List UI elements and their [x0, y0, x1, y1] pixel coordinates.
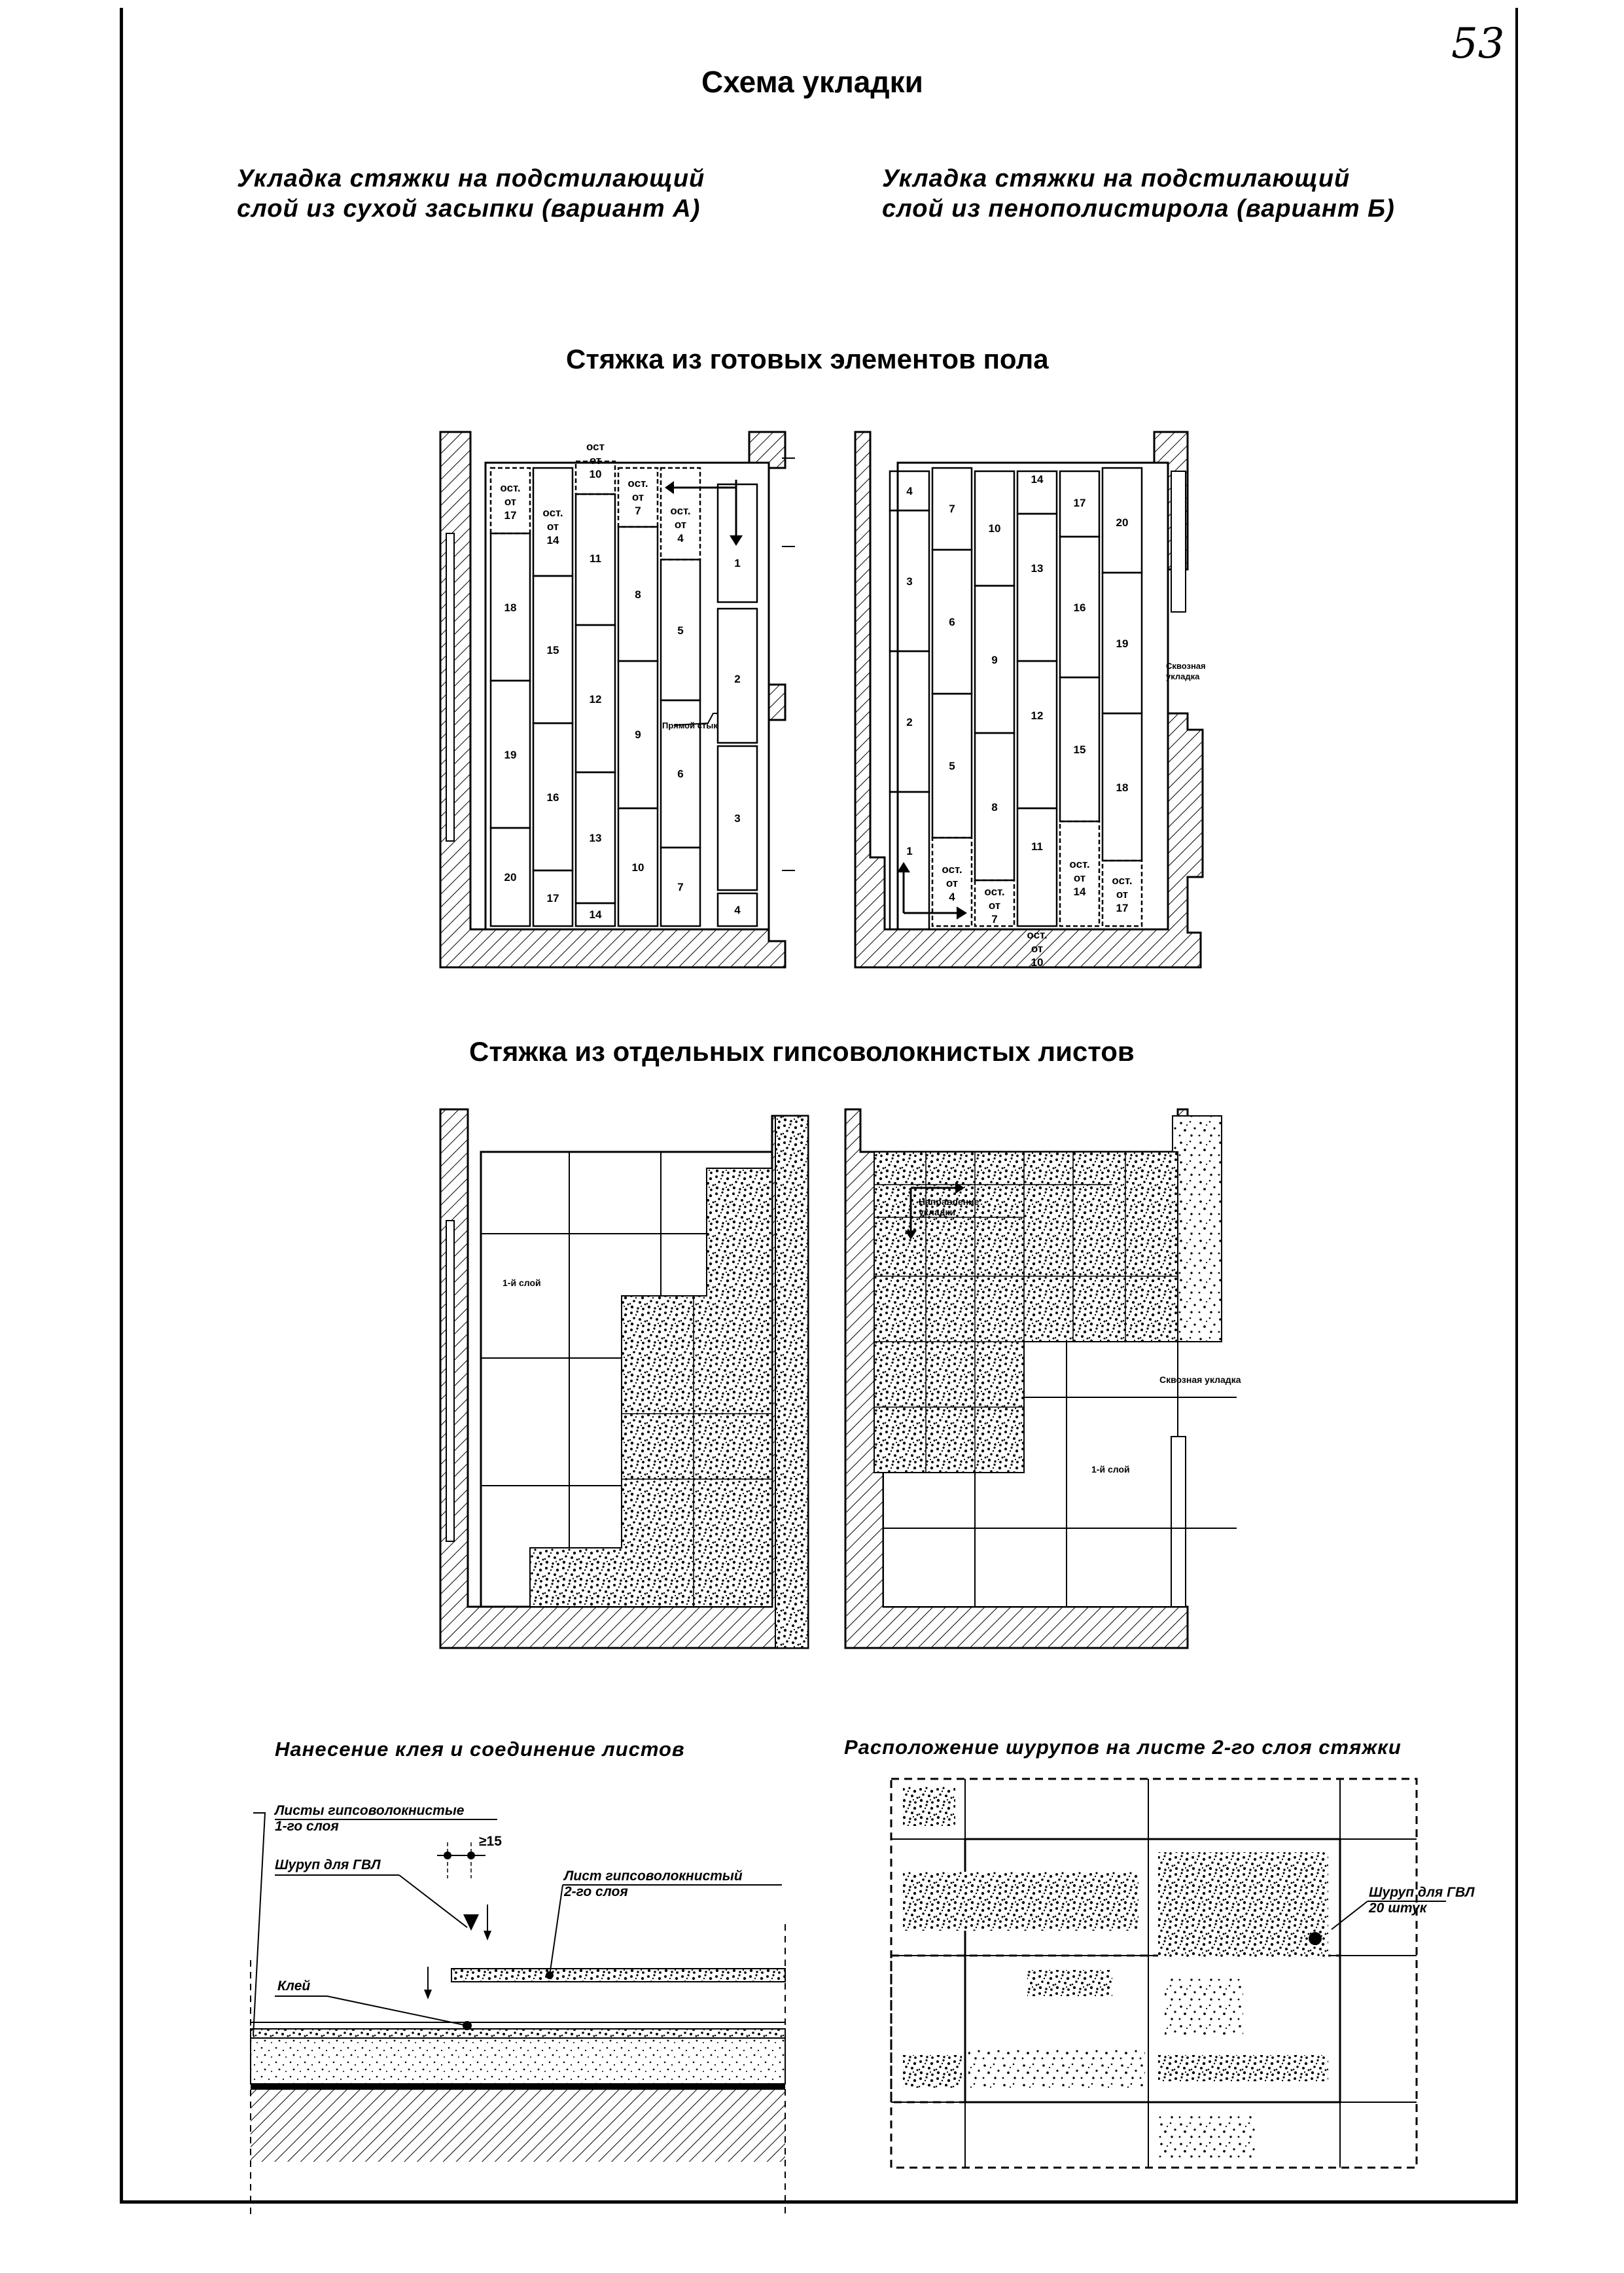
block-label: 15 — [1073, 743, 1086, 756]
sheet-layer2-label: Лист гипсоволокнистый 2-го слоя — [564, 1869, 743, 1899]
block-label: 12 — [1031, 709, 1044, 722]
block-label: 3 — [906, 575, 913, 588]
block-label: 10 — [988, 522, 1001, 535]
block-label: 12 — [589, 693, 602, 706]
block-label: 13 — [1031, 562, 1044, 575]
direction-label: Направление укладки — [919, 1196, 980, 1217]
left-gvl-plan — [440, 1109, 808, 1648]
page-title: Схема укладки — [701, 65, 923, 99]
sheets-layer1-label: Листы гипсоволокнистые 1-го слоя — [275, 1803, 465, 1834]
variant-a-caption: Укладка стяжки на подстилающий слой из сухой засыпки (вариант А) — [237, 165, 705, 223]
right-block-plan — [855, 432, 1203, 967]
block-label: 9 — [991, 654, 998, 666]
page-number: 53 — [1451, 20, 1505, 68]
block-label: 15 — [546, 644, 559, 656]
block-label: ост. от 7 — [627, 477, 648, 517]
block-label: ост от 10 — [586, 440, 605, 480]
block-label: ост. от 17 — [500, 482, 521, 522]
block-label: 1 — [734, 557, 741, 569]
block-label: 2 — [906, 716, 913, 728]
block-label: 6 — [677, 768, 684, 780]
layer1-label-left: 1-й слой — [503, 1278, 541, 1288]
block-label: ост. от 14 — [1069, 858, 1090, 898]
block-label: ост. от 4 — [942, 863, 962, 903]
block-label: 13 — [589, 832, 602, 844]
block-label: 1 — [906, 845, 913, 857]
section1-title: Стяжка из готовых элементов пола — [566, 344, 1049, 374]
block-label: 16 — [546, 791, 559, 804]
block-label: ост. от 10 — [1027, 929, 1048, 969]
variant-b-caption: Укладка стяжки на подстилающий слой из пенополистирола (вариант Б) — [882, 165, 1395, 223]
block-label: 19 — [504, 749, 517, 761]
gap-label: ≥15 — [479, 1834, 502, 1849]
through-label-right: Сквозная укладка — [1159, 1374, 1241, 1385]
screw-label: Шуруп для ГВЛ — [275, 1857, 381, 1872]
block-label: 14 — [589, 908, 602, 921]
block-label: 4 — [734, 904, 741, 916]
block-label: 11 — [1031, 840, 1043, 853]
block-label: 19 — [1116, 637, 1129, 650]
block-label: 14 — [1031, 473, 1044, 486]
block-label: 17 — [546, 892, 559, 904]
glue-label: Клей — [277, 1978, 311, 1994]
block-label: 20 — [504, 871, 517, 884]
block-label: 11 — [590, 552, 601, 565]
block-label: 4 — [906, 485, 913, 497]
layer1-label-right: 1-й слой — [1091, 1464, 1130, 1475]
block-label: 9 — [635, 728, 641, 741]
block-label: 5 — [949, 760, 955, 772]
screw-count-label: Шуруп для ГВЛ 20 штук — [1369, 1885, 1475, 1916]
through-label: Сквозная укладка — [1166, 661, 1206, 681]
block-label: 6 — [949, 616, 955, 628]
block-label: 7 — [949, 503, 955, 515]
screw-layout-detail — [891, 1779, 1446, 2168]
block-label: ост. от 7 — [984, 886, 1005, 925]
detail2-title: Расположение шурупов на листе 2-го слоя стяжки — [844, 1736, 1402, 1759]
block-label: 5 — [677, 624, 684, 637]
block-label: 16 — [1073, 601, 1086, 614]
block-label: 7 — [677, 881, 684, 893]
block-label: ост. от 4 — [670, 505, 691, 545]
block-label: 8 — [991, 801, 998, 814]
block-label: 8 — [635, 588, 641, 601]
block-label: ост. от 14 — [542, 507, 563, 546]
block-label: ост. от 17 — [1112, 874, 1133, 914]
joint-label: Прямой стык — [662, 721, 718, 730]
block-label: 20 — [1116, 516, 1129, 529]
section2-title: Стяжка из отдельных гипсоволокнистых листов — [469, 1036, 1135, 1067]
block-label: 3 — [734, 812, 741, 825]
block-label: 10 — [631, 861, 644, 874]
detail1-title: Нанесение клея и соединение листов — [275, 1738, 685, 1761]
block-label: 18 — [504, 601, 517, 614]
block-label: 17 — [1073, 497, 1086, 509]
block-label: 2 — [734, 673, 741, 685]
block-label: 18 — [1116, 781, 1129, 794]
